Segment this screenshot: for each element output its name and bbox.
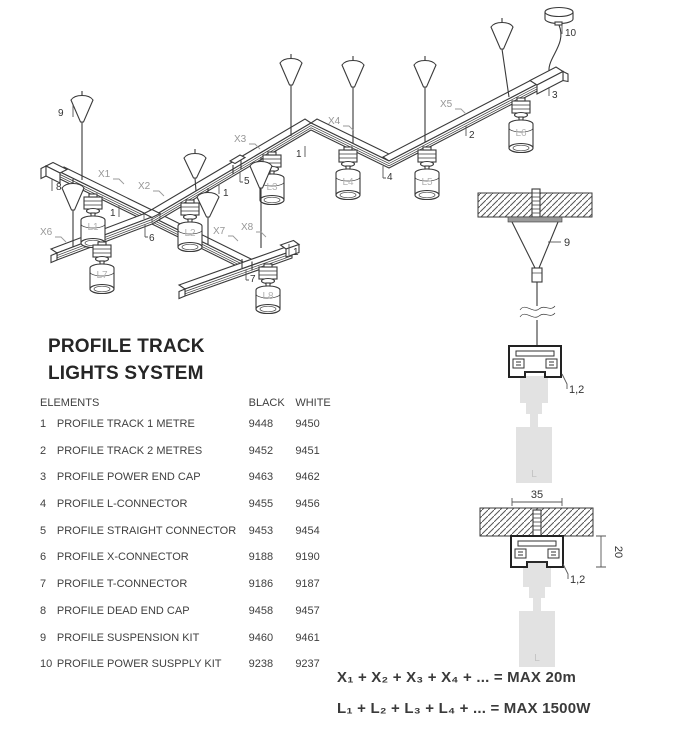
row-black-code: 9458 xyxy=(248,604,274,617)
dimension-35: 35 xyxy=(530,489,544,501)
callout-t-connector: 7 xyxy=(250,274,256,285)
table-row xyxy=(40,495,340,522)
row-white-code: 9450 xyxy=(295,418,320,430)
callout-x-connector: 6 xyxy=(149,233,155,244)
table-row xyxy=(40,575,340,602)
callout-power-supply: 10 xyxy=(565,28,577,39)
table-header xyxy=(40,397,340,410)
spotlight-l2 xyxy=(178,200,202,252)
table-row xyxy=(40,655,340,682)
ghost-fixture xyxy=(519,560,555,667)
spotlight-l1 xyxy=(81,194,105,248)
callout-track-1m: 1 xyxy=(223,188,229,199)
callout-dead-end-cap: 8 xyxy=(56,182,62,193)
row-white-code: 9454 xyxy=(295,524,320,537)
suspension-kit xyxy=(71,91,93,180)
spotlight-l6 xyxy=(509,98,533,153)
max-length-formula: X₁ + X₂ + X₃ + X₄ + ... = MAX 20m xyxy=(337,669,577,686)
spotlight-l5 xyxy=(415,147,439,200)
height-dimension xyxy=(596,536,624,567)
open-track-end xyxy=(179,289,185,299)
row-black-code: 9186 xyxy=(248,578,274,591)
row-name: PROFILE TRACK 1 METRE xyxy=(56,418,195,430)
capacity-formulas xyxy=(337,670,591,732)
lamp-label: L5 xyxy=(421,177,433,188)
row-white-code: 9190 xyxy=(295,551,320,564)
header-white: WHITE xyxy=(295,397,331,409)
row-white-code: 9451 xyxy=(295,444,320,457)
callout-track-1m: 1 xyxy=(293,247,299,258)
suspension-cable xyxy=(520,282,555,346)
suspension-kit xyxy=(491,18,513,97)
segment-label: X2 xyxy=(138,181,151,192)
lamp-label: L6 xyxy=(515,128,527,139)
table-row xyxy=(40,522,340,549)
parts-table xyxy=(40,397,340,682)
spotlight-l4 xyxy=(336,147,360,200)
ghost-lamp-label: L xyxy=(534,653,540,664)
callout-straight-connector: 5 xyxy=(244,176,250,187)
row-num: 2 xyxy=(40,444,47,457)
row-name: PROFILE POWER SUSPPLY KIT xyxy=(56,658,222,671)
segment-label: X4 xyxy=(328,116,341,127)
suspension-wires xyxy=(512,222,558,282)
ceiling-screw xyxy=(533,510,541,536)
header-black: BLACK xyxy=(248,397,285,409)
callout-suspension-kit: 9 xyxy=(58,108,64,119)
page-title-line1: PROFILE TRACK xyxy=(48,336,205,357)
row-num: 9 xyxy=(40,631,47,644)
table-row xyxy=(40,442,340,469)
callout-track-section: 1,2 xyxy=(570,574,586,586)
lamp-label: L3 xyxy=(266,182,278,193)
row-name: PROFILE SUSPENSION KIT xyxy=(56,631,200,644)
lamp-label: L8 xyxy=(262,291,274,302)
lamp-label: L2 xyxy=(184,228,196,239)
ceiling-screw xyxy=(532,189,540,217)
row-white-code: 9457 xyxy=(295,604,320,617)
row-name: PROFILE STRAIGHT CONNECTOR xyxy=(56,524,237,537)
row-white-code: 9461 xyxy=(295,631,320,644)
row-num: 6 xyxy=(40,551,47,564)
lamp-label: L4 xyxy=(342,177,354,188)
row-black-code: 9448 xyxy=(248,418,274,430)
row-num: 3 xyxy=(40,471,47,484)
row-black-code: 9238 xyxy=(248,658,274,671)
table-row xyxy=(40,548,340,575)
row-num: 4 xyxy=(40,498,47,511)
row-white-code: 9456 xyxy=(295,498,320,511)
segment-label: X1 xyxy=(98,169,111,180)
width-dimension xyxy=(512,489,562,506)
lamp-label: L1 xyxy=(87,222,99,233)
segment-label: X8 xyxy=(241,222,254,233)
table-row xyxy=(40,629,340,656)
ghost-lamp-label: L xyxy=(531,469,537,480)
row-black-code: 9452 xyxy=(248,444,274,457)
callout-suspension-kit: 9 xyxy=(564,237,571,249)
segment-label: X3 xyxy=(234,134,247,145)
row-black-code: 9188 xyxy=(248,551,274,564)
row-black-code: 9453 xyxy=(248,524,274,537)
callout-track-2m: 2 xyxy=(469,130,475,141)
power-supply-kit xyxy=(545,8,573,72)
row-name: PROFILE X-CONNECTOR xyxy=(56,551,189,564)
mounting-plate xyxy=(508,217,562,222)
page-title-line2: LIGHTS SYSTEM xyxy=(48,363,204,384)
row-num: 8 xyxy=(40,604,47,617)
row-black-code: 9455 xyxy=(248,498,274,511)
row-num: 5 xyxy=(40,524,47,537)
segment-label: X7 xyxy=(213,226,226,237)
max-power-formula: L₁ + L₂ + L₃ + L₄ + ... = MAX 1500W xyxy=(337,700,591,717)
dimension-20: 20 xyxy=(612,545,624,559)
lamp-label: L7 xyxy=(96,270,108,281)
spotlight-l8 xyxy=(256,264,280,314)
open-track-end xyxy=(51,253,57,263)
page-title xyxy=(48,333,205,387)
detail-surface-mount xyxy=(440,480,698,685)
row-black-code: 9463 xyxy=(248,471,274,484)
row-name: PROFILE T-CONNECTOR xyxy=(56,578,188,591)
row-white-code: 9187 xyxy=(295,578,320,591)
ghost-fixture xyxy=(516,376,552,483)
table-row xyxy=(40,602,340,629)
callout-power-end-cap: 3 xyxy=(552,90,558,101)
segment-label: X5 xyxy=(440,99,453,110)
segment-label: X6 xyxy=(40,227,53,238)
row-name: PROFILE POWER END CAP xyxy=(56,471,201,484)
table-row xyxy=(40,468,340,495)
callout-track-1m: 1 xyxy=(110,208,116,219)
suspension-kit xyxy=(414,56,436,142)
detail-suspension-mount xyxy=(450,188,610,488)
spotlight-l7 xyxy=(90,242,114,294)
row-white-code: 9237 xyxy=(295,658,320,671)
callout-track-1m: 1 xyxy=(296,149,302,160)
row-name: PROFILE L-CONNECTOR xyxy=(56,498,188,511)
row-name: PROFILE DEAD END CAP xyxy=(56,604,190,617)
row-num: 1 xyxy=(40,418,47,430)
track-cross-section xyxy=(511,536,563,567)
callout-l-connector: 4 xyxy=(387,172,393,183)
row-num: 7 xyxy=(40,578,47,591)
row-white-code: 9462 xyxy=(295,471,320,484)
table-row xyxy=(40,415,340,442)
header-elements: ELEMENTS xyxy=(40,397,100,409)
row-name: PROFILE TRACK 2 METRES xyxy=(56,444,203,457)
row-num: 10 xyxy=(40,658,53,671)
callout-track-section: 1,2 xyxy=(569,384,585,396)
track-cross-section xyxy=(509,346,561,377)
row-black-code: 9460 xyxy=(248,631,274,644)
